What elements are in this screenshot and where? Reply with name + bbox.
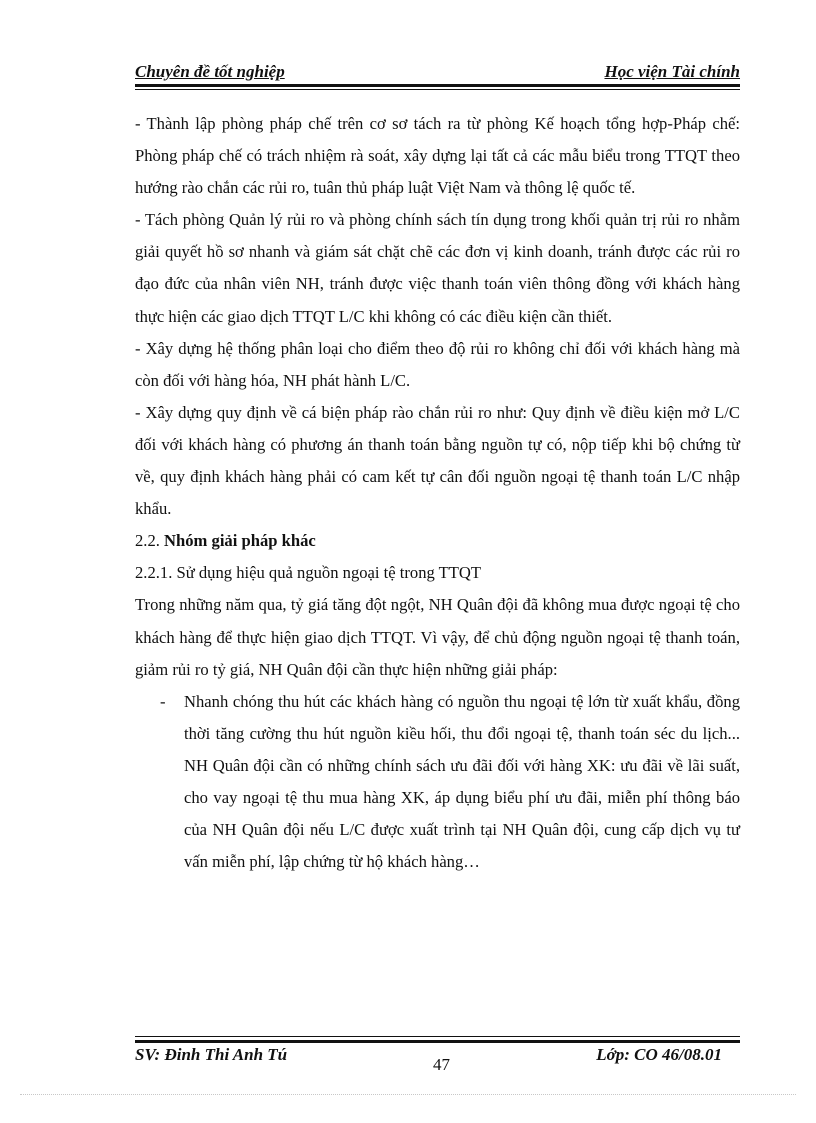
body-paragraph: - Xây dựng quy định về cá biện pháp rào chắn rủi ro như: Quy định về điều kiện mở L/C đối với khách hàng có phương án thanh toán bằng nguồn tự có, nộp tiếp khi bộ chứng từ về, quy định khách hàng phải có cam kết tự cân đối nguồn ngoại tệ thanh toán L/C nhập khẩu. <box>135 402 740 519</box>
footer-student-name: SV: Đinh Thi Anh Tú <box>135 1045 288 1064</box>
header-thesis-title: Chuyên đề tốt nghiệp <box>135 62 285 81</box>
page-body <box>135 108 740 878</box>
body-paragraph: - Tách phòng Quản lý rủi ro và phòng chính sách tín dụng trong khối quản trị rủi ro nhằm giải quyết hồ sơ nhanh và giám sát chặt chẽ các đơn vị kinh doanh, tránh được các rủi ro đạo đức của nhân viên NH, tránh được việc thanh toán viên thông đồng với khách hàng thực hiện các giao dịch TTQT L/C khi không có các điều kiện cần thiết. <box>135 210 740 326</box>
footer-rule-thick <box>135 1040 740 1043</box>
header-rule-thick <box>135 84 740 87</box>
footer-rule-thin <box>135 1036 740 1037</box>
bullet-text: Nhanh chóng thu hút các khách hàng có nguồn thu ngoại tệ lớn từ xuất khẩu, đồng thời tăng cường thu hút nguồn kiều hối, thu đổi ngoại tệ, thanh toán séc du lịch... NH Quân đội cần có những chính sách ưu đãi đối với hàng XK: ưu đãi về lãi suất, cho vay ngoại tệ thu mua hàng XK, áp dụng biểu phí ưu đãi, miễn phí thông báo của NH Quân đội nếu L/C được xuất trình tại NH Quân đội, cung cấp dịch vụ tư vấn miễn phí, lập chứng từ hộ khách hàng… <box>184 691 740 872</box>
page-number: 47 <box>433 1055 450 1074</box>
bullet-marker: - <box>160 691 166 711</box>
page-bottom-border <box>20 1094 796 1095</box>
subsection-heading: 2.2.1. Sử dụng hiệu quả nguồn ngoại tệ trong TTQT <box>135 563 482 583</box>
section-number: 2.2. <box>135 531 160 551</box>
intro-paragraph: Trong những năm qua, tỷ giá tăng đột ngột, NH Quân đội đã không mua được ngoại tệ cho khách hàng để thực hiện giao dịch TTQT. Vì vậy, để chủ động nguồn ngoại tệ thanh toán, giảm rủi ro tỷ giá, NH Quân đội cần thực hiện những giải pháp: <box>135 595 740 679</box>
body-paragraph: - Thành lập phòng pháp chế trên cơ sơ tách ra từ phòng Kế hoạch tổng hợp-Pháp chế: Phòng pháp chế có trách nhiệm rà soát, xây dựng lại tất cả các mẫu biểu trong TTQT theo hướng rào chắn các rủi ro, tuân thủ pháp luật Việt Nam và thông lệ quốc tế. <box>135 114 740 198</box>
footer-class: Lớp: CO 46/08.01 <box>596 1045 722 1064</box>
bullet-item <box>135 686 740 879</box>
page-footer <box>135 1045 740 1075</box>
body-paragraph: - Xây dựng hệ thống phân loại cho điểm theo độ rủi ro không chỉ đối với khách hàng mà còn đối với hàng hóa, NH phát hành L/C. <box>135 338 740 390</box>
header-rule-thin <box>135 89 740 90</box>
page-header <box>135 62 740 84</box>
section-heading <box>135 525 740 557</box>
header-institution: Học viện Tài chính <box>604 62 740 81</box>
section-title: Nhóm giải pháp khác <box>164 531 316 551</box>
